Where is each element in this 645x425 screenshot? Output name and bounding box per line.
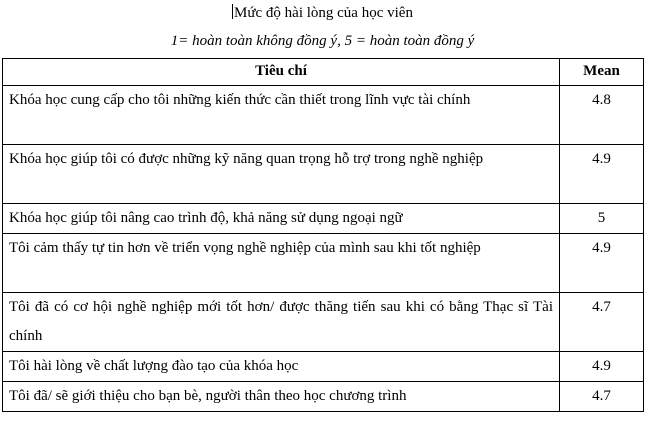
mean-cell: 5 (560, 204, 644, 234)
scale-description: 1= hoàn toàn không đồng ý, 5 = hoàn toàn đồng ý (170, 33, 475, 49)
mean-cell: 4.7 (560, 293, 644, 352)
table-row (3, 234, 644, 293)
table-row (3, 293, 644, 352)
mean-cell: 4.8 (560, 86, 644, 145)
table-header-row (3, 59, 644, 86)
text-cursor (232, 4, 233, 19)
mean-cell: 4.9 (560, 234, 644, 293)
criterion-cell: Tôi hài lòng về chất lượng đào tạo của khóa học (3, 352, 560, 382)
document-title (0, 3, 645, 23)
satisfaction-table (2, 58, 644, 412)
criterion-cell: Khóa học giúp tôi có được những kỹ năng quan trọng hỗ trợ trong nghề nghiệp (3, 145, 560, 204)
document-title-text: Mức độ hài lòng của học viên (234, 5, 413, 21)
table-row (3, 145, 644, 204)
mean-cell: 4.7 (560, 382, 644, 412)
criterion-cell: Khóa học giúp tôi nâng cao trình độ, khả năng sử dụng ngoại ngữ (3, 204, 560, 234)
criterion-cell: Tôi đã/ sẽ giới thiệu cho bạn bè, người thân theo học chương trình (3, 382, 560, 412)
criterion-cell: Tôi đã có cơ hội nghề nghiệp mới tốt hơn/ được thăng tiến sau khi có bằng Thạc sĩ Tài chính (3, 293, 560, 352)
criterion-cell: Tôi cảm thấy tự tin hơn về triển vọng nghề nghiệp của mình sau khi tốt nghiệp (3, 234, 560, 293)
table-row (3, 204, 644, 234)
mean-cell: 4.9 (560, 145, 644, 204)
table-row (3, 86, 644, 145)
header-criterion: Tiêu chí (3, 59, 560, 86)
mean-cell: 4.9 (560, 352, 644, 382)
table-row (3, 352, 644, 382)
header-mean: Mean (560, 59, 644, 86)
criterion-cell: Khóa học cung cấp cho tôi những kiến thức cần thiết trong lĩnh vực tài chính (3, 86, 560, 145)
table-row (3, 382, 644, 412)
